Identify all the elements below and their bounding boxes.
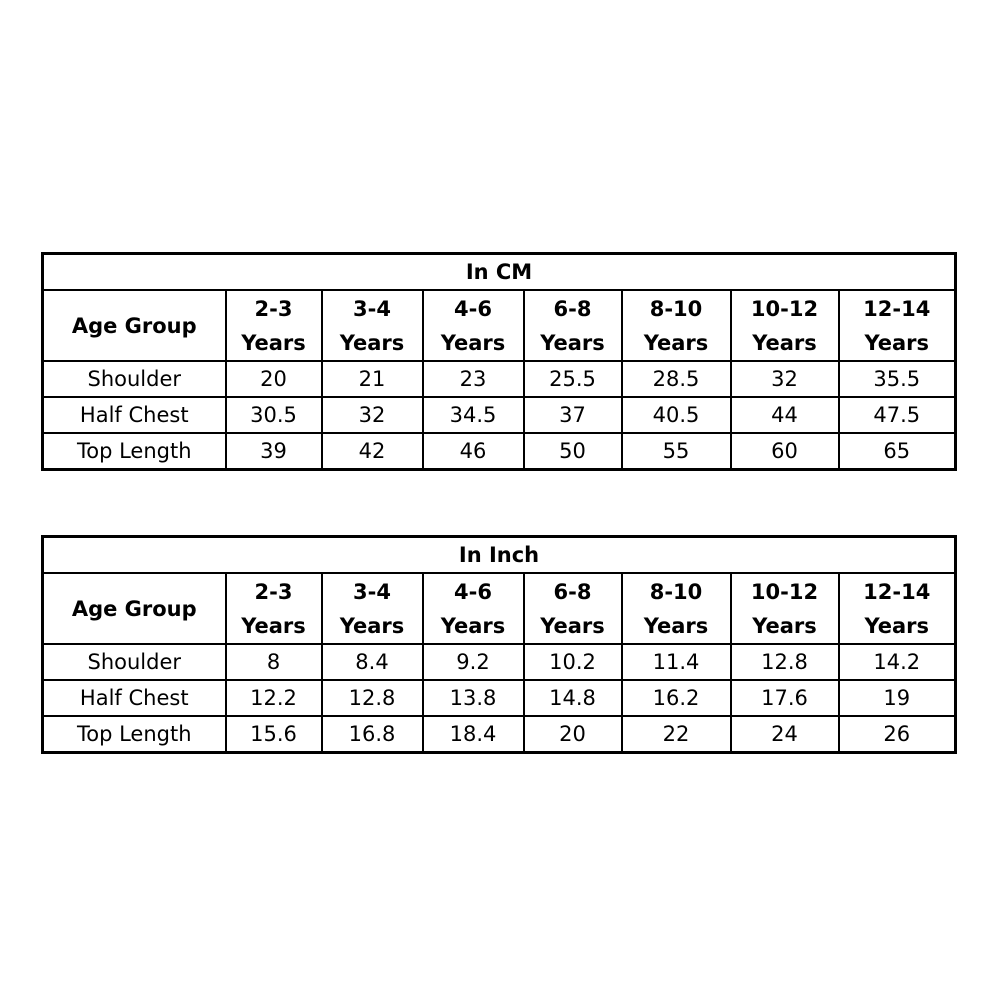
column-header — [524, 290, 622, 361]
column-header — [322, 290, 423, 361]
table-cell: 30.5 — [226, 397, 322, 433]
column-header — [524, 573, 622, 644]
age-unit: Years — [540, 613, 605, 638]
age-range: 6-8 — [553, 296, 592, 321]
table-cell: 34.5 — [423, 397, 524, 433]
column-header — [423, 290, 524, 361]
age-unit: Years — [864, 330, 930, 355]
table-title-row — [43, 254, 956, 291]
table-title-row — [43, 537, 956, 574]
table-row — [43, 361, 956, 397]
table-cell: 15.6 — [226, 716, 322, 753]
column-header — [226, 290, 322, 361]
table-cell: 12.2 — [226, 680, 322, 716]
column-header — [731, 290, 839, 361]
age-range: 4-6 — [454, 579, 492, 604]
table-cell: 21 — [322, 361, 423, 397]
age-unit: Years — [643, 330, 709, 355]
table-cell: 22 — [622, 716, 731, 753]
column-header — [423, 573, 524, 644]
table-cell: 47.5 — [839, 397, 956, 433]
age-group-header: Age Group — [43, 573, 226, 644]
column-header — [839, 573, 956, 644]
column-header — [226, 573, 322, 644]
table-cell: 14.8 — [524, 680, 622, 716]
table-cell: 20 — [524, 716, 622, 753]
table-cell: 32 — [322, 397, 423, 433]
table-cell: 9.2 — [423, 644, 524, 680]
table-cell: 11.4 — [622, 644, 731, 680]
table-cell: 65 — [839, 433, 956, 470]
age-unit: Years — [241, 613, 306, 638]
age-range: 12-14 — [863, 579, 931, 604]
table-cell: 18.4 — [423, 716, 524, 753]
row-label: Shoulder — [43, 361, 226, 397]
table-row — [43, 433, 956, 470]
table-title: In Inch — [43, 537, 956, 574]
table-cell: 19 — [839, 680, 956, 716]
table-cell: 16.2 — [622, 680, 731, 716]
table-cell: 42 — [322, 433, 423, 470]
row-label: Shoulder — [43, 644, 226, 680]
table-cell: 25.5 — [524, 361, 622, 397]
table-cell: 8 — [226, 644, 322, 680]
table-cell: 35.5 — [839, 361, 956, 397]
column-header — [839, 290, 956, 361]
table-cell: 13.8 — [423, 680, 524, 716]
age-range: 4-6 — [454, 296, 492, 321]
table-header-row — [43, 573, 956, 644]
table-cell: 23 — [423, 361, 524, 397]
age-range: 3-4 — [353, 579, 391, 604]
age-unit: Years — [864, 613, 930, 638]
row-label: Half Chest — [43, 680, 226, 716]
table-cell: 20 — [226, 361, 322, 397]
age-unit: Years — [241, 330, 306, 355]
age-range: 12-14 — [863, 296, 931, 321]
column-header — [622, 573, 731, 644]
table-cell: 39 — [226, 433, 322, 470]
age-unit: Years — [339, 330, 405, 355]
age-range: 2-3 — [254, 579, 293, 604]
age-unit: Years — [440, 613, 506, 638]
age-range: 3-4 — [353, 296, 391, 321]
table-cell: 32 — [731, 361, 839, 397]
table-cell: 44 — [731, 397, 839, 433]
table-cell: 60 — [731, 433, 839, 470]
table-cell: 28.5 — [622, 361, 731, 397]
age-range: 8-10 — [649, 579, 703, 604]
size-chart-cm-table — [41, 252, 957, 471]
table-row — [43, 680, 956, 716]
table-cell: 26 — [839, 716, 956, 753]
table-cell: 50 — [524, 433, 622, 470]
age-unit: Years — [540, 330, 605, 355]
age-unit: Years — [643, 613, 709, 638]
row-label: Top Length — [43, 716, 226, 753]
table-cell: 8.4 — [322, 644, 423, 680]
table-header-row — [43, 290, 956, 361]
column-header — [622, 290, 731, 361]
table-row — [43, 716, 956, 753]
age-range: 6-8 — [553, 579, 592, 604]
table-cell: 46 — [423, 433, 524, 470]
age-range: 2-3 — [254, 296, 293, 321]
age-group-header: Age Group — [43, 290, 226, 361]
table-cell: 17.6 — [731, 680, 839, 716]
column-header — [731, 573, 839, 644]
age-unit: Years — [440, 330, 506, 355]
table-row — [43, 644, 956, 680]
table-cell: 55 — [622, 433, 731, 470]
table-cell: 12.8 — [731, 644, 839, 680]
age-unit: Years — [752, 613, 817, 638]
table-cell: 12.8 — [322, 680, 423, 716]
column-header — [322, 573, 423, 644]
age-unit: Years — [752, 330, 817, 355]
table-cell: 14.2 — [839, 644, 956, 680]
age-unit: Years — [339, 613, 405, 638]
table-cell: 10.2 — [524, 644, 622, 680]
age-range: 10-12 — [750, 579, 819, 604]
table-cell: 24 — [731, 716, 839, 753]
size-chart-inch-table — [41, 535, 957, 754]
table-cell: 16.8 — [322, 716, 423, 753]
table-row — [43, 397, 956, 433]
row-label: Half Chest — [43, 397, 226, 433]
age-range: 10-12 — [750, 296, 819, 321]
age-range: 8-10 — [649, 296, 703, 321]
table-cell: 40.5 — [622, 397, 731, 433]
table-cell: 37 — [524, 397, 622, 433]
row-label: Top Length — [43, 433, 226, 470]
table-title: In CM — [43, 254, 956, 291]
